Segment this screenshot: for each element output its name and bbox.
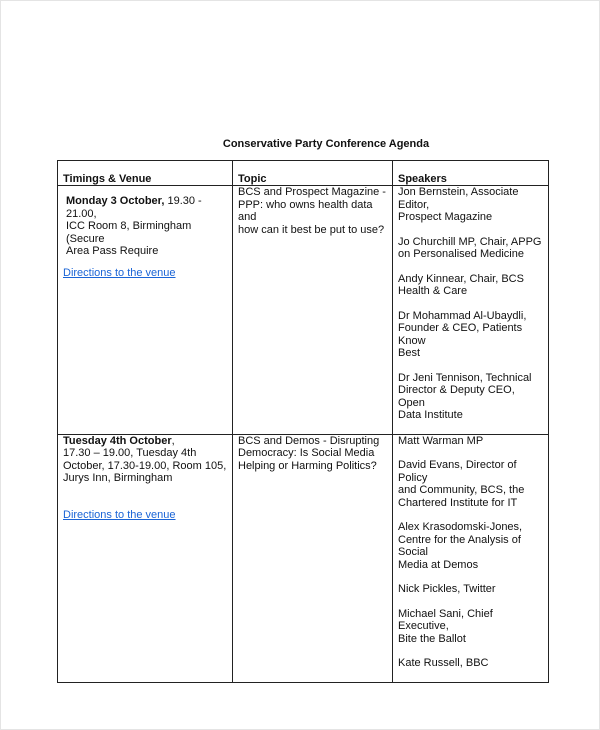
timing-date: Tuesday 4th October [63, 434, 172, 447]
header-topic: Topic [233, 161, 393, 186]
timing-details: 19.30 - 21.00, ICC Room 8, Birmingham (Secure Area Pass Require [66, 195, 202, 257]
speaker: Jo Churchill MP, Chair, APPG on Personalised Medicine [398, 235, 542, 260]
timing-date: Monday 3 October, [66, 195, 165, 207]
speaker: Nick Pickles, Twitter [398, 583, 496, 595]
speakers-cell [393, 434, 549, 682]
speaker: Alex Krasodomski-Jones, Centre for the Analysis of Social Media at Demos [398, 521, 523, 571]
speaker: Dr Jeni Tennison, Technical Director & Deputy CEO, Open Data Institute [398, 371, 532, 421]
speaker: Andy Kinnear, Chair, BCS Health & Care [398, 272, 524, 297]
speaker: Matt Warman MP [398, 434, 484, 447]
table-row [58, 434, 549, 682]
speaker: Kate Russell, BBC [398, 657, 489, 669]
timing-cell [58, 434, 233, 682]
speakers-cell [393, 186, 549, 435]
speaker: Michael Sani, Chief Executive, Bite the Ballot [398, 607, 493, 645]
speaker: David Evans, Director of Policy and Community, BCS, the Chartered Institute for IT [398, 459, 525, 509]
topic-cell [233, 186, 393, 435]
timing-cell [58, 186, 233, 435]
directions-link[interactable]: Directions to the venue [63, 508, 176, 521]
header-timings: Timings & Venue [58, 161, 233, 186]
table-row [58, 186, 549, 435]
topic-text: BCS and Demos - Disrupting Democracy: Is Social Media Helping or Harming Politics? [238, 434, 380, 472]
page-title: Conservative Party Conference Agenda [222, 138, 430, 150]
speaker: Jon Bernstein, Associate Editor, Prospect Magazine [398, 186, 519, 223]
topic-text: BCS and Prospect Magazine - PPP: who owns health data and how can it best be put to use? [238, 186, 386, 236]
agenda-table [57, 160, 549, 683]
header-speakers: Speakers [393, 161, 549, 186]
table-header-row [58, 161, 549, 186]
timing-details: , 17.30 – 19.00, Tuesday 4th October, 17.30-19.00, Room 105, Jurys Inn, Birmingham [63, 434, 227, 484]
directions-link[interactable]: Directions to the venue [63, 266, 176, 279]
speaker: Dr Mohammad Al-Ubaydli, Founder & CEO, Patients Know Best [398, 309, 527, 359]
topic-cell [233, 434, 393, 682]
